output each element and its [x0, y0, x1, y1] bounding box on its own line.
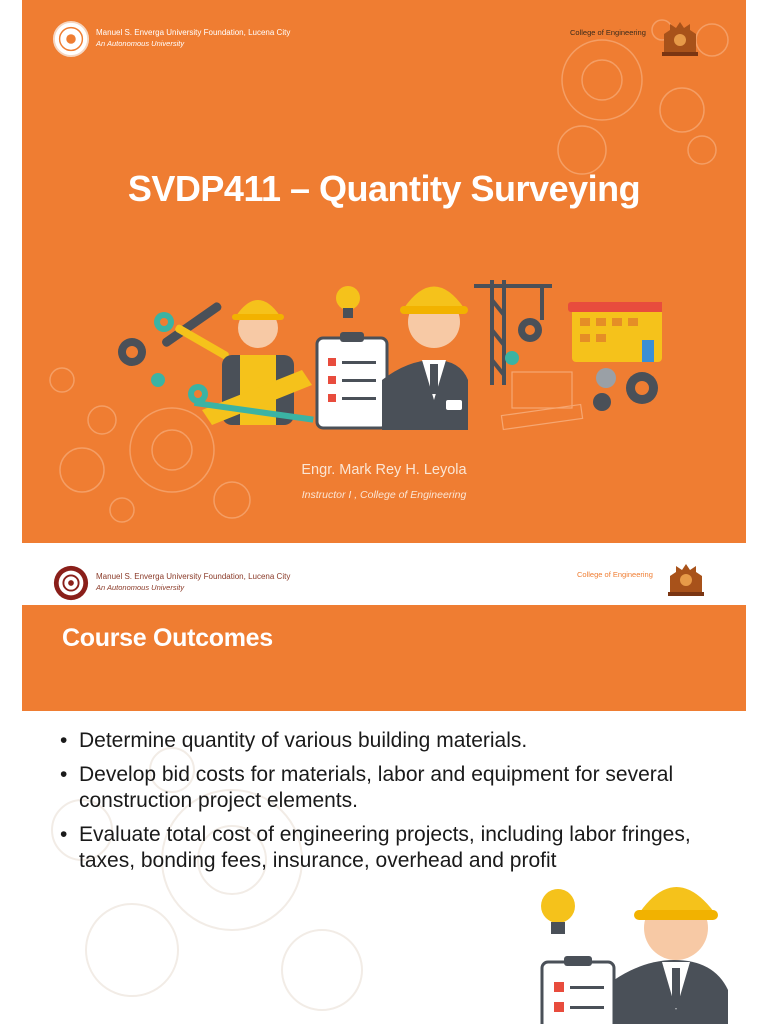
clipboard-checklist-icon — [542, 956, 614, 1024]
section-banner — [22, 605, 746, 711]
construction-illustration — [102, 260, 662, 450]
university-tagline: An Autonomous University — [96, 583, 185, 592]
engineer-illustration — [514, 860, 746, 1024]
list-item: • Determine quantity of various building materials. — [58, 728, 698, 754]
list-item: • Develop bid costs for materials, labor and equipment for several construction project elements. — [58, 762, 698, 814]
author-role: Instructor I , College of Engineering — [301, 489, 467, 501]
college-name: College of Engineering — [577, 570, 653, 579]
hard-hat-worker-icon — [382, 287, 468, 431]
university-name: Manuel S. Enverga University Foundation, Lucena City — [96, 28, 291, 37]
title-slide — [22, 0, 746, 543]
college-logo-icon — [658, 18, 702, 58]
university-tagline: An Autonomous University — [96, 39, 185, 48]
hard-hat-worker-icon — [614, 887, 728, 1024]
clipboard-checklist-icon — [317, 332, 387, 428]
section-title: Course Outcomes — [62, 624, 273, 652]
college-name: College of Engineering — [570, 28, 646, 37]
list-item: • Evaluate total cost of engineering projects, including labor fringes, taxes, bonding fees, insurance, overhead and profit — [58, 822, 698, 874]
lightbulb-icon — [541, 889, 575, 934]
university-seal-icon — [52, 20, 90, 58]
building-icon — [568, 302, 662, 362]
university-seal-icon — [52, 564, 90, 602]
author-name: Engr. Mark Rey H. Leyola — [301, 462, 467, 478]
outcomes-list — [58, 728, 698, 882]
university-name: Manuel S. Enverga University Foundation, Lucena City — [96, 572, 291, 581]
college-logo-icon — [664, 560, 708, 600]
lightbulb-icon — [336, 286, 360, 318]
slide-title: SVDP411 – Quantity Surveying — [127, 168, 641, 209]
course-outcomes-slide — [22, 560, 746, 1024]
